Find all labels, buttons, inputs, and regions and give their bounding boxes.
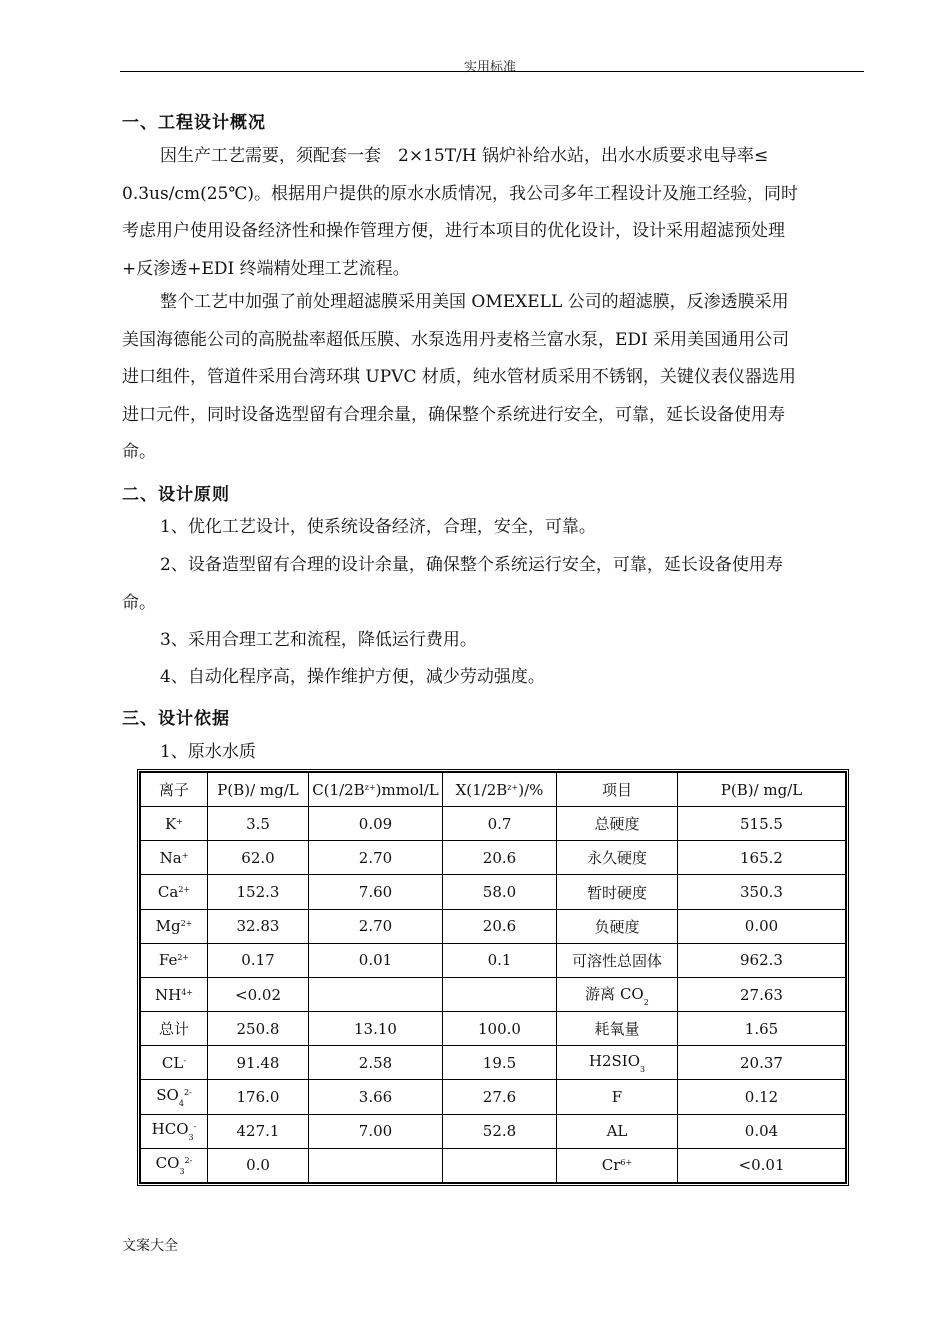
ion-name: Mg [155,917,181,936]
header-x-unit: )/% [518,780,544,799]
cell-c: 13.10 [309,1012,443,1046]
header-rule [120,71,864,72]
cell-item [557,1080,678,1114]
header-x-main: X(1/2B [455,780,508,799]
ion-charge: 2+ [180,919,193,929]
item-name: 暂时硬度 [586,883,647,902]
cell-c [309,1149,443,1182]
cell-p: 0.0 [208,1149,309,1182]
cell-x: 20.6 [443,841,557,875]
ion-name: CL [161,1053,184,1072]
item-name: 游离 CO [585,984,644,1003]
cell-x [443,978,557,1012]
cell-x [443,1149,557,1182]
ion-charge: 2+ [177,953,190,963]
overview-paragraph-1 [122,138,874,288]
ion-charge: - [183,1055,187,1065]
item-subscript: 3 [640,1064,646,1074]
cell-c [309,978,443,1012]
item-name: 永久硬度 [586,849,647,868]
paragraph-line: 因生产工艺需要，须配套一套 2×15T/H 锅炉补给水站，出水水质要求电导率≤ [160,146,769,166]
cell-ion [141,807,208,841]
paragraph-line: 进口元件，同时设备选型留有合理余量，确保整个系统进行安全，可靠，延长设备使用寿 [122,404,785,425]
cell-value: 515.5 [678,807,845,841]
header-ion: 离子 [141,773,208,807]
ion-charge: - [193,1122,197,1132]
overview-paragraph-2 [122,284,874,472]
paragraph-line: 进口组件，管道件采用台湾环琪 UPVC 材质，纯水管材质采用不锈钢，关键仪表仪器选用 [122,367,796,387]
cell-ion [141,978,208,1012]
cell-value: 27.63 [678,978,845,1012]
principle-item-3: 3、采用合理工艺和流程，降低运行费用。 [160,630,477,650]
table-row [141,841,845,875]
page-header: 实用标准 [463,60,516,75]
cell-item [557,807,678,841]
cell-p: 62.0 [208,841,309,875]
ion-charge: 2+ [178,885,191,895]
cell-ion [141,1012,208,1046]
cell-c: 0.01 [309,944,443,978]
cell-p: 176.0 [208,1080,309,1114]
item-name: Cr [601,1156,621,1175]
header-x [443,773,557,807]
cell-value: 962.3 [678,944,845,978]
header-p-left: P(B)/ mg/L [208,773,309,807]
table-header-row [141,773,845,807]
cell-item [557,1046,678,1080]
item-name: H2SIO [588,1051,641,1070]
cell-value: 0.12 [678,1080,845,1114]
cell-c: 7.00 [309,1115,443,1149]
paragraph-line: +反渗透+EDI 终端精处理工艺流程。 [122,258,410,279]
ion-subscript: 4 [178,1098,184,1108]
cell-item [557,841,678,875]
ion-name: Ca [157,883,179,902]
table-row [141,807,845,841]
paragraph-line: 0.3us/cm(25℃)。根据用户提供的原水水质情况，我公司多年工程设计及施工经验，同时 [122,183,798,204]
ion-name: SO [156,1085,179,1104]
cell-item [557,1012,678,1046]
item-subscript: 2 [643,997,649,1007]
raw-water-quality-table [139,771,847,1184]
page-footer: 文案大全 [122,1238,178,1254]
item-name: 负硬度 [594,917,640,936]
table-row [141,978,845,1012]
cell-p: 3.5 [208,807,309,841]
cell-x: 52.8 [443,1115,557,1149]
table-row [141,875,845,909]
cell-x: 58.0 [443,875,557,909]
cell-p: 91.48 [208,1046,309,1080]
item-name: 耗氧量 [594,1020,640,1039]
table-row [141,1012,845,1046]
item-superscript: 6+ [620,1158,633,1168]
section-heading-basis: 三、设计依据 [122,709,230,729]
cell-value: 165.2 [678,841,845,875]
cell-p: 152.3 [208,875,309,909]
cell-x: 20.6 [443,910,557,944]
ion-subscript: 3 [188,1133,194,1143]
item-name: AL [606,1122,628,1141]
ion-charge: 2- [183,1087,192,1097]
cell-p: 0.17 [208,944,309,978]
cell-item [557,978,678,1012]
cell-x: 100.0 [443,1012,557,1046]
section-heading-principles: 二、设计原则 [122,485,230,505]
item-name: F [611,1087,623,1106]
cell-c: 7.60 [309,875,443,909]
header-c [309,773,443,807]
cell-item [557,944,678,978]
cell-p: 250.8 [208,1012,309,1046]
principle-item-1: 1、优化工艺设计，使系统设备经济，合理，安全，可靠。 [160,517,596,537]
ion-name: HCO [151,1120,189,1139]
cell-c: 0.09 [309,807,443,841]
principle-item-2-cont: 命。 [122,593,156,613]
section-heading-overview: 一、工程设计概况 [122,113,266,133]
cell-c: 2.58 [309,1046,443,1080]
ion-name: CO [155,1154,180,1173]
cell-value: 1.65 [678,1012,845,1046]
table-row [141,910,845,944]
cell-x: 19.5 [443,1046,557,1080]
cell-p: 427.1 [208,1115,309,1149]
cell-ion [141,1115,208,1149]
cell-x: 0.7 [443,807,557,841]
principle-item-2: 2、设备造型留有合理的设计余量，确保整个系统运行安全，可靠，延长设备使用寿 [160,555,783,575]
cell-item [557,910,678,944]
cell-x: 27.6 [443,1080,557,1114]
ion-name: Fe [158,951,178,970]
cell-ion [141,841,208,875]
ion-name: K [165,814,177,833]
paragraph-line: 命。 [122,442,156,462]
ion-name: Na [159,848,182,867]
cell-item [557,875,678,909]
cell-ion [141,1046,208,1080]
header-p-right: P(B)/ mg/L [678,773,845,807]
cell-ion [141,1149,208,1182]
cell-item [557,1115,678,1149]
table-row [141,1080,845,1114]
cell-ion [141,1080,208,1114]
ion-charge: 2- [184,1156,193,1166]
paragraph-line: 美国海德能公司的高脱盐率超低压膜、水泵选用丹麦格兰富水泵，EDI 采用美国通用公司 [122,329,790,350]
ion-charge: 4+ [181,987,193,997]
cell-c: 2.70 [309,910,443,944]
cell-c: 2.70 [309,841,443,875]
table-row [141,1115,845,1149]
table-row [141,1046,845,1080]
cell-c: 3.66 [309,1080,443,1114]
paragraph-line: 考虑用户使用设备经济性和操作管理方便，进行本项目的优化设计，设计采用超滤预处理 [122,221,785,241]
cell-p: <0.02 [208,978,309,1012]
header-item: 项目 [557,773,678,807]
cell-value: 20.37 [678,1046,845,1080]
raw-water-subheading: 1、原水水质 [160,742,256,762]
cell-value: 350.3 [678,875,845,909]
ion-charge: + [181,850,189,860]
cell-item [557,1149,678,1182]
principle-item-4: 4、自动化程序高，操作维护方便，减少劳动强度。 [160,667,545,687]
cell-ion [141,944,208,978]
cell-value: 0.04 [678,1115,845,1149]
header-c-unit: )mmol/L [375,780,439,799]
paragraph-line: 整个工艺中加强了前处理超滤膜采用美国 OMEXELL 公司的超滤膜，反渗透膜采用 [160,292,789,312]
cell-x: 0.1 [443,944,557,978]
ion-subscript: 3 [179,1167,185,1177]
cell-p: 32.83 [208,910,309,944]
ion-name: 总计 [158,1020,189,1039]
cell-value: 0.00 [678,910,845,944]
header-x-sup: z+ [507,782,519,792]
item-name: 总硬度 [594,815,640,834]
ion-name: NH [154,985,182,1004]
cell-value: <0.01 [738,1156,785,1175]
item-name: 可溶性总固体 [571,951,662,970]
ion-charge: + [176,816,183,826]
cell-ion [141,910,208,944]
table-row [141,1149,845,1182]
header-c-sup: z+ [364,782,376,792]
cell-ion [141,875,208,909]
table-row [141,944,845,978]
header-c-main: C(1/2B [312,780,365,799]
